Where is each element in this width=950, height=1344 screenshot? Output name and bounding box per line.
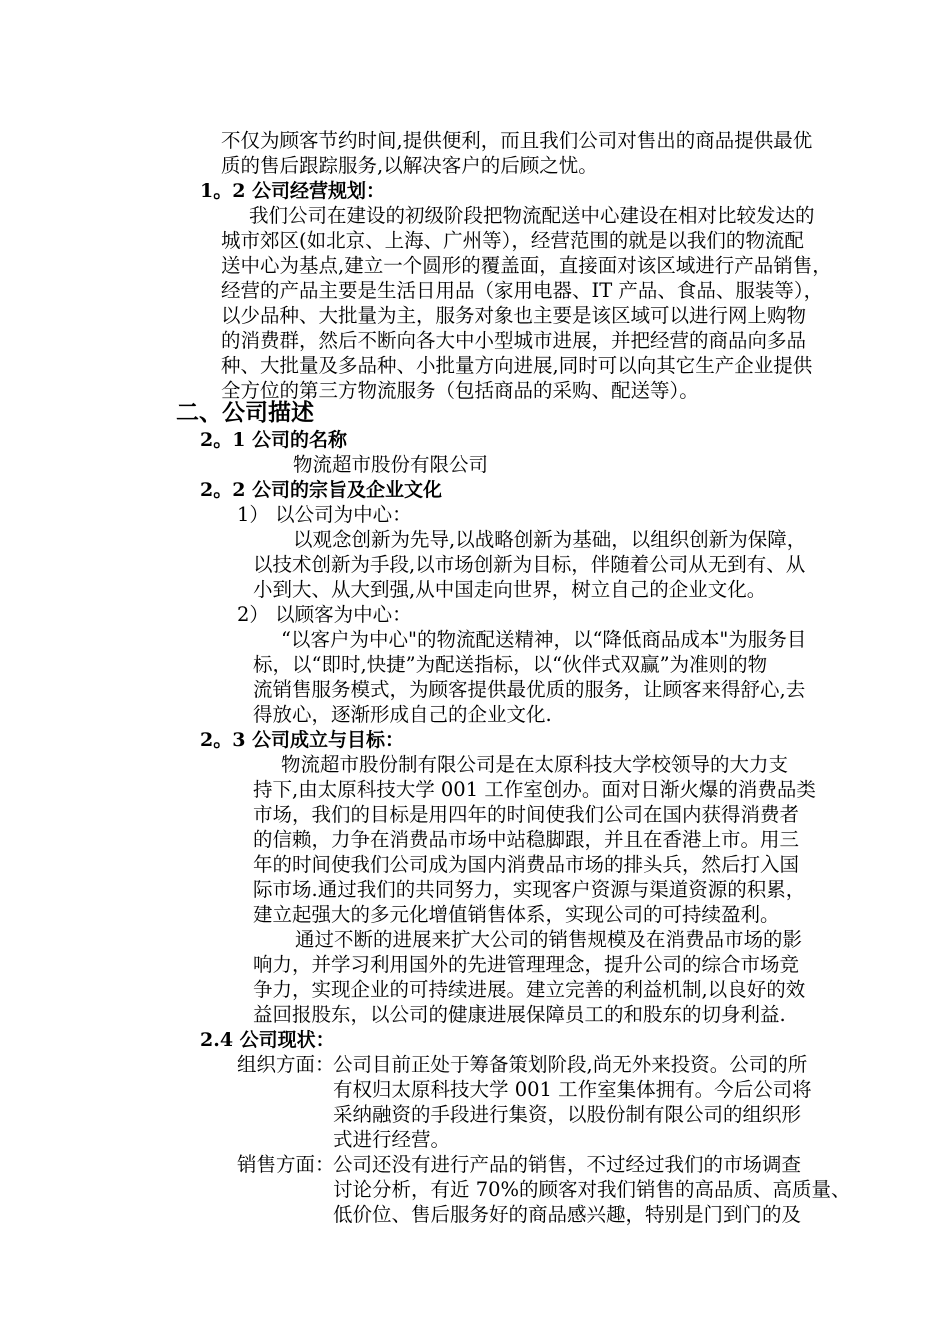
paragraph-line: 种、大批量及多品种、小批量方向进展,同时可以向其它生产企业提供: [221, 354, 813, 377]
paragraph-line: 响力，并学习利用国外的先进管理理念，提升公司的综合市场竞: [253, 953, 800, 976]
paragraph-line: 得放心，逐渐形成自己的企业文化.: [253, 703, 552, 726]
paragraph-line: 流销售服务模式，为顾客提供最优质的服务，让顾客来得舒心,去: [253, 678, 806, 701]
company-name: 物流超市股份有限公司: [293, 453, 489, 476]
paragraph-line: 公司目前正处于筹备策划阶段,尚无外来投资。公司的所: [333, 1053, 808, 1076]
paragraph-line: 公司还没有进行产品的销售，不过经过我们的市场调查: [333, 1153, 802, 1176]
paragraph-line: 我们公司在建设的初级阶段把物流配送中心建设在相对比较发达的: [249, 204, 815, 227]
paragraph-line: 全方位的第三方物流服务（包括商品的采购、配送等）。: [221, 379, 699, 402]
paragraph-line: 讨论分析，有近 70%的顾客对我们销售的高品质、高质量、: [333, 1178, 851, 1201]
paragraph-line: 通过不断的进展来扩大公司的销售规模及在消费品市场的影: [295, 928, 803, 951]
paragraph-line: 质的售后跟踪服务,以解决客户的后顾之忧。: [221, 154, 598, 177]
paragraph-line: 低价位、售后服务好的商品感兴趣，特别是门到门的及: [333, 1203, 802, 1226]
paragraph-line: 式进行经营。: [333, 1128, 451, 1151]
paragraph-line: 以技术创新为手段,以市场创新为目标，伴随着公司从无到有、从: [253, 553, 806, 576]
section-heading-2-3: 2。3 公司成立与目标：: [200, 729, 405, 751]
paragraph-line: “以客户为中心"的物流配送精神，以“降低商品成本"为服务目: [281, 628, 807, 651]
paragraph-line: 标，以“即时,快捷”为配送指标，以“伙伴式双赢”为准则的物: [253, 653, 768, 676]
org-label: 组织方面：: [237, 1053, 335, 1076]
paragraph-line: 以少品种、大批量为主，服务对象也主要是该区域可以进行网上购物: [221, 304, 807, 327]
section-heading-1-2: 1。2 公司经营规划：: [200, 180, 386, 202]
paragraph-line: 城市郊区(如北京、上海、广州等），经营范围的就是以我们的物流配: [221, 229, 804, 252]
paragraph-line: 不仅为顾客节约时间,提供便利，而且我们公司对售出的商品提供最优: [221, 129, 813, 152]
paragraph-line: 小到大、从大到强,从中国走向世界，树立自己的企业文化。: [253, 578, 767, 601]
section-heading-2-1: 2。1 公司的名称: [200, 429, 348, 451]
paragraph-line: 有权归太原科技大学 001 工作室集体拥有。今后公司将: [333, 1078, 812, 1101]
list-item-label: 2） 以顾客为中心：: [237, 603, 412, 626]
paragraph-line: 争力，实现企业的可持续进展。建立完善的利益机制,以良好的效: [253, 978, 806, 1001]
paragraph-line: 的消费群，然后不断向各大中小型城市进展，并把经营的商品向多品: [221, 329, 807, 352]
paragraph-line: 建立起强大的多元化增值销售体系，实现公司的可持续盈利。: [253, 903, 780, 926]
paragraph-line: 采纳融资的手段进行集资，以股份制有限公司的组织形: [333, 1103, 802, 1126]
paragraph-line: 市场，我们的目标是用四年的时间使我们公司在国内获得消费者: [253, 803, 800, 826]
paragraph-line: 持下,由太原科技大学 001 工作室创办。面对日渐火爆的消费品类: [253, 778, 816, 801]
paragraph-line: 益回报股东，以公司的健康进展保障员工的和股东的切身利益.: [253, 1003, 786, 1026]
section-heading-2: 二、公司描述: [176, 399, 314, 426]
section-heading-2-2: 2。2 公司的宗旨及企业文化: [200, 479, 443, 501]
paragraph-line: 年的时间使我们公司成为国内消费品市场的排头兵，然后打入国: [253, 853, 800, 876]
sales-label: 销售方面：: [237, 1153, 335, 1176]
list-item-label: 1） 以公司为中心：: [237, 503, 412, 526]
paragraph-line: 际市场.通过我们的共同努力，实现客户资源与渠道资源的积累，: [253, 878, 806, 901]
paragraph-line: 的信赖，力争在消费品市场中站稳脚跟，并且在香港上市。用三: [253, 828, 800, 851]
paragraph-line: 送中心为基点,建立一个圆形的覆盖面，直接面对该区域进行产品销售，: [221, 254, 832, 277]
paragraph-line: 经营的产品主要是生活日用品（家用电器、IT 产品、食品、服装等），: [221, 279, 824, 302]
paragraph-line: 物流超市股份制有限公司是在太原科技大学校领导的大力支: [281, 753, 789, 776]
section-heading-2-4: 2.4 公司现状：: [200, 1029, 335, 1051]
paragraph-line: 以观念创新为先导,以战略创新为基础，以组织创新为保障，: [293, 528, 807, 551]
